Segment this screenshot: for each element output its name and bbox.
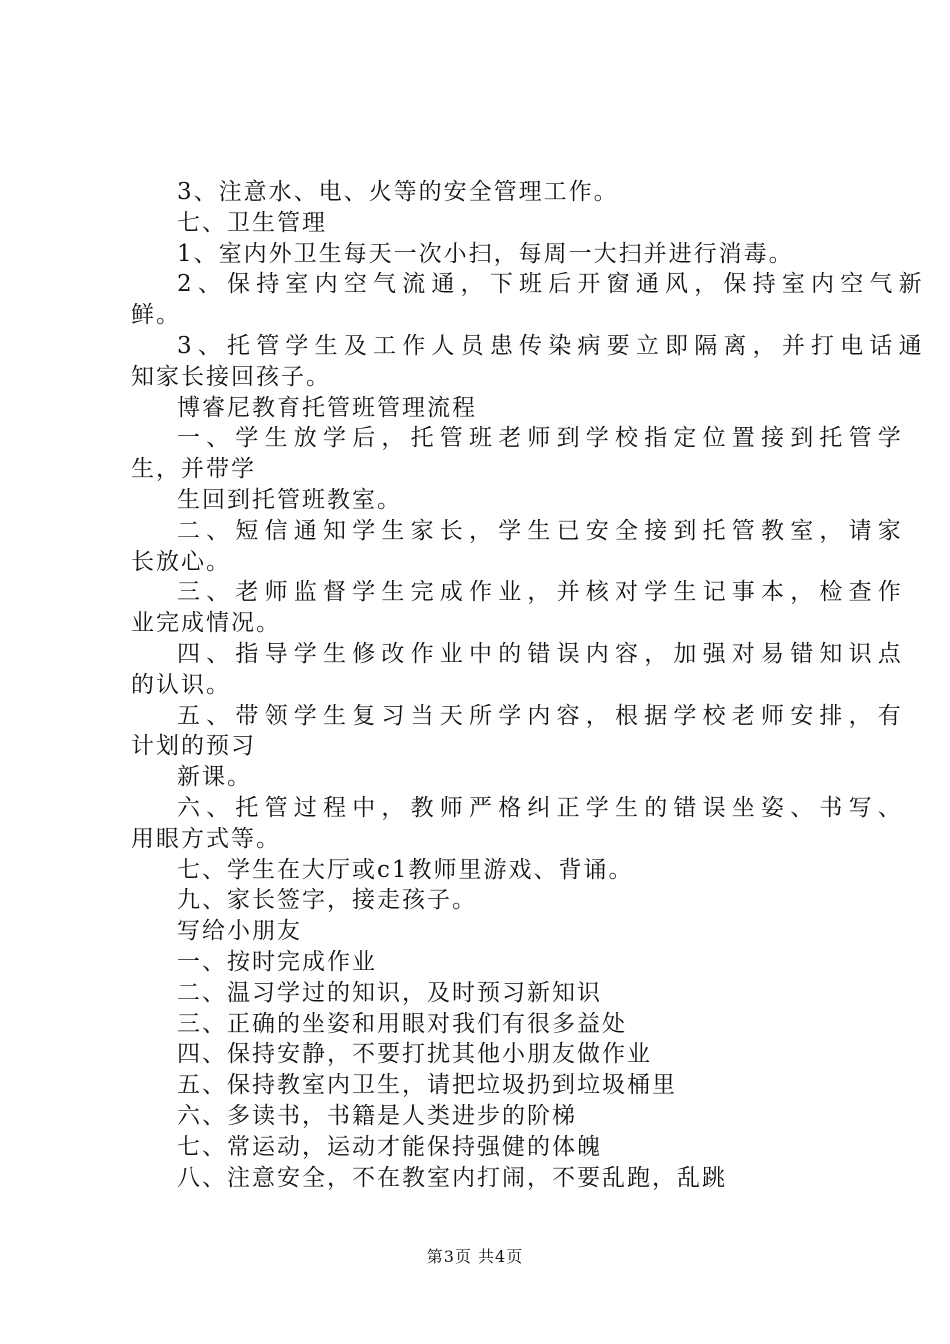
text-line: 七、学生在大厅或c1教师里游戏、背诵。 <box>177 856 634 883</box>
text-line: 三、老师监督学生完成作业，并核对学生记事本，检查作 <box>177 579 907 606</box>
text-line: 业完成情况。 <box>131 610 281 637</box>
text-line: 的认识。 <box>131 671 231 698</box>
list-item: 七、常运动，运动才能保持强健的体魄 <box>177 1133 602 1160</box>
text-line: 九、家长签字，接走孩子。 <box>177 887 477 914</box>
text-line: 用眼方式等。 <box>131 825 281 852</box>
list-item: 三、正确的坐姿和用眼对我们有很多益处 <box>177 1010 627 1037</box>
list-item: 一、按时完成作业 <box>177 948 377 975</box>
text-line: 生回到托管班教室。 <box>177 486 402 513</box>
text-line: 二、短信通知学生家长，学生已安全接到托管教室，请家 <box>177 517 907 544</box>
text-line: 知家长接回孩子。 <box>131 363 331 390</box>
text-line: 长放心。 <box>131 548 231 575</box>
page-number: 第3页 共4页 <box>426 1247 524 1266</box>
list-item: 四、保持安静，不要打扰其他小朋友做作业 <box>177 1041 652 1068</box>
text-line: 一、学生放学后，托管班老师到学校指定位置接到托管学 <box>177 425 907 452</box>
text-line: 2、保持室内空气流通，下班后开窗通风，保持室内空气新 <box>177 271 928 298</box>
list-item: 五、保持教室内卫生，请把垃圾扔到垃圾桶里 <box>177 1072 677 1099</box>
list-item: 六、多读书，书籍是人类进步的阶梯 <box>177 1102 577 1129</box>
list-item: 八、注意安全，不在教室内打闹，不要乱跑，乱跳 <box>177 1164 727 1191</box>
text-line: 计划的预习 <box>131 733 256 760</box>
section-heading: 写给小朋友 <box>177 918 302 945</box>
text-line: 鲜。 <box>131 302 181 329</box>
text-line: 五、带领学生复习当天所学内容，根据学校老师安排，有 <box>177 702 907 729</box>
text-line: 四、指导学生修改作业中的错误内容，加强对易错知识点 <box>177 640 907 667</box>
text-line: 3、注意水、电、火等的安全管理工作。 <box>177 179 619 205</box>
document-body <box>131 177 928 1193</box>
list-item: 二、温习学过的知识，及时预习新知识 <box>177 979 602 1006</box>
text-line: 新课。 <box>177 764 252 791</box>
section-heading: 博睿尼教育托管班管理流程 <box>177 394 477 421</box>
text-line: 生，并带学 <box>131 456 256 483</box>
text-line: 1、室内外卫生每天一次小扫，每周一大扫并进行消毒。 <box>177 240 794 267</box>
text-line: 六、托管过程中，教师严格纠正学生的错误坐姿、书写、 <box>177 794 907 821</box>
text-line: 3、托管学生及工作人员患传染病要立即隔离，并打电话通 <box>177 332 928 359</box>
section-heading: 七、卫生管理 <box>177 209 327 236</box>
